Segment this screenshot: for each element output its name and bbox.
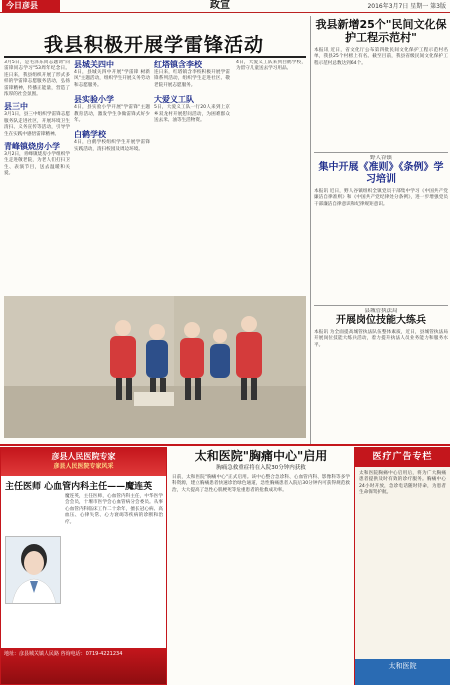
section-heading: 县实验小学 (74, 95, 114, 105)
doctor-photo (5, 536, 61, 604)
right-story-headline: 集中开展《准则》《条例》学习培训 (318, 162, 444, 185)
column-2 (74, 60, 150, 290)
ad-footer: 地址：彦县城关镇人民路 咨询电话：0719-4221234 (1, 648, 166, 684)
right-story-2 (314, 155, 448, 305)
section-heading: 红塔镇含李校 (154, 60, 202, 69)
hospital-ad (0, 447, 167, 685)
medical-ad-text: 太和医院胸痛中心启用后，将为广大胸痛患者提供及时有效的诊疗服务。胸痛中心24小时开放，急诊电话随时待命，为患者生命保驾护航。 (359, 471, 446, 496)
right-story-text: 本报讯 为全面提高城管执法队伍整体素质，近日，县城管执法局开展岗位技能大练兵活动，着力提升执法人员业务能力和服务水平。 (314, 330, 448, 348)
volunteer-photo (4, 296, 306, 438)
story-headline: 太和医院"胸痛中心"启用 (194, 449, 328, 463)
section-heading: 县三中 (4, 102, 28, 112)
doctor-intro: 魔连英，主任医师，心血管内科主任，中华医学会会员，十堰市医学会心血管病分会委员。从事心血管内科临床工作二十余年，擅长冠心病、高血压、心律失常、心力衰竭等疾病的诊断和治疗。 (65, 494, 163, 525)
medical-ad-column (354, 447, 450, 685)
section-text: 3月1日，县三中组织学雷锋志愿服务队走进社区，开展环境卫生清扫、义务宣传等活动，引导学生在实践中感悟雷锋精神。 (4, 112, 70, 137)
column-3 (154, 60, 230, 290)
section-text: 连日来，红塔镇含李校积极开展学雷锋系列活动，组织学生走进社区、敬老院开展志愿服务。 (154, 70, 230, 88)
right-story-3 (314, 308, 448, 444)
masthead-logo: 今日彦县 (2, 0, 60, 12)
main-headline: 我县积极开展学雷锋活动 (43, 34, 264, 56)
section-heading: 青峰镇烧房小学 (4, 142, 60, 152)
section-text: 3月2日，青峰镇烧房小学组织学生走进敬老院，为老人们打扫卫生、表演节目，送去温暖和关爱。 (4, 152, 70, 177)
medical-ad-banner: 医疗广告专栏 (355, 447, 450, 467)
issue-date: 2016年3月7日 星期一 第3版 (367, 3, 446, 10)
right-story-title: 我县新增25个"民间文化保护工程示范村" (315, 18, 447, 44)
photo-illustration (4, 296, 306, 438)
story-text: 日前，太和医院"胸痛中心"正式启用。该中心整合急诊科、心血管内科、影像科等多学科资源，建立胸痛患者快速诊治绿色通道，急性胸痛患者入院后30分钟内可获得规范救治，大大提高了急性心肌梗死等危重患者的抢救成功率。 (172, 475, 350, 493)
section-text: 5日，大爱义工队一行20人来到上京乡双龙村开展慰问活动，为困难群众送去米、油等生活物资。 (154, 105, 230, 124)
right-divider (314, 152, 448, 153)
right-story-tag: 野人谷镇 (369, 155, 392, 161)
right-story-1 (314, 18, 448, 178)
ad-banner (1, 448, 166, 476)
ad-banner-line: 彦县人民医院专家 (51, 452, 116, 461)
right-story-headline: 开展岗位技能大练兵 (336, 315, 426, 326)
lead-paragraph: 3月5日，是毛泽东同志题词"向雷锋同志学习"53周年纪念日。连日来，我县组织开展了形式多样的学雷锋志愿服务活动，弘扬雷锋精神，传播正能量，营造了浓厚的社会氛围。 (4, 60, 70, 98)
section-heading: 大爱义工队 (154, 95, 194, 105)
bottom-divider (0, 444, 450, 446)
ad-banner-line: 彦县人民医院专家风采 (53, 463, 114, 470)
right-story-tag: 县城管执法局 (364, 308, 398, 314)
right-story-text: 本报讯 近日，野人谷镇组织全镇党员干部集中学习《中国共产党廉洁自律准则》和《中国共产党纪律处分条例》，进一步增强党员干部廉洁自律意识和纪律规矩意识。 (314, 189, 448, 207)
section-heading: 白鹤学校 (74, 130, 106, 140)
section-heading: 县城关四中 (74, 60, 114, 69)
story-subheadline: 胸痛急救重症将在入院30分钟内获救 (216, 465, 306, 471)
section-name: 政宣 (210, 0, 230, 11)
masthead (0, 0, 450, 13)
medical-ad-footer: 太和医院 (355, 659, 450, 685)
headline-rule (4, 56, 306, 58)
photo-caption-col (236, 60, 306, 290)
doctor-title: 主任医师 心血管内科主任——魔连英 (5, 482, 153, 492)
column-1 (4, 60, 70, 292)
column-divider (310, 16, 311, 444)
doctor-portrait (6, 537, 61, 604)
right-story-text: 本报讯 近日，省文化厅公布第四批民间文化保护工程示范村名单，我县25个村榜上有名。截至目前，我县省级民间文化保护工程示范村总数达到64个。 (314, 48, 448, 66)
photo-caption: 4日，大爱义工队来到白鹤学校，为留守儿童送去学习用品。 (236, 60, 306, 72)
right-divider (314, 305, 448, 306)
section-text: 4日，县城关四中开展"学雷锋 树新风"主题活动，组织学生开展义务劳动和志愿服务。 (74, 70, 150, 88)
section-text: 4日，白鹤学校组织学生开展学雷锋实践活动，清扫校园及周边环境。 (74, 140, 150, 152)
chest-pain-center-story (172, 449, 350, 685)
section-text: 4日，县实验小学开展"学雷锋"主题教育活动，激发学生争做雷锋式好少年。 (74, 105, 150, 124)
